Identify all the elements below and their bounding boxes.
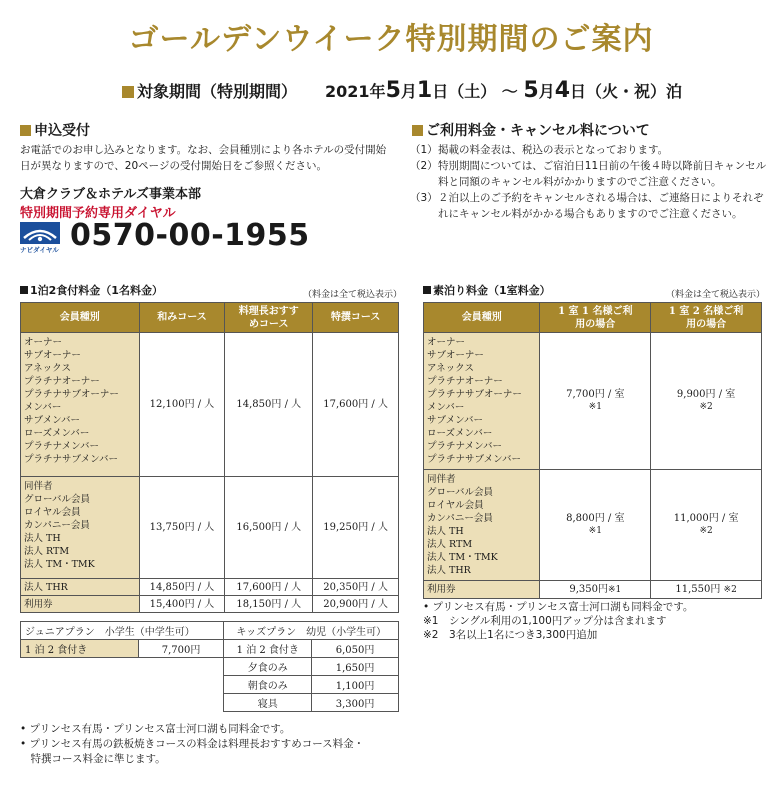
fee-note-num: （2） xyxy=(410,160,438,172)
kids-plan-price: 1,100円 xyxy=(312,676,399,694)
member-type: メンバー xyxy=(24,402,62,413)
fee-note xyxy=(410,158,770,190)
junior-plan-header: ジュニアプラン 小学生（中学生可） xyxy=(21,622,224,640)
meal-table-caption-text: 1泊2食付料金（1名料金） xyxy=(30,284,163,297)
bottom-note: • プリンセス有馬の鉄板焼きコースの料金は料理長おすすめコース料金・ xyxy=(20,738,365,750)
member-list xyxy=(424,470,540,581)
member-type: オーナー xyxy=(427,337,466,348)
kids-plan-item: 寝具 xyxy=(224,694,312,712)
price-cell xyxy=(651,581,762,599)
fees-heading-text: ご利用料金・キャンセル料について xyxy=(426,123,650,139)
member-type: プラチナサブメンバー xyxy=(24,454,118,465)
price-cell: 18,150円 / 人 xyxy=(225,596,313,613)
kids-plan-item: 1 泊 2 食付き xyxy=(224,640,312,658)
junior-plan-item: 1 泊 2 食付き xyxy=(21,640,139,658)
member-type: 法人 TH xyxy=(427,526,464,537)
room-header-single-text: 1 室 1 名様ご利用の場合 xyxy=(558,305,633,330)
kids-plan-item: 夕食のみ xyxy=(224,658,312,676)
member-type: 同伴者 xyxy=(427,474,456,485)
member-type: 法人 THR xyxy=(21,579,140,596)
price-cell: 14,850円 / 人 xyxy=(225,333,313,477)
table-row xyxy=(21,694,399,712)
price-cell: 12,100円 / 人 xyxy=(139,333,225,477)
fee-note-num: （3） xyxy=(410,192,438,204)
member-type: サブオーナー xyxy=(24,350,81,361)
table-row xyxy=(21,579,399,596)
member-type: 利用券 xyxy=(21,596,140,613)
member-type: 法人 TH xyxy=(24,533,61,544)
room-note: ※2 3名以上1名につき3,300円追加 xyxy=(423,629,598,641)
kids-plan-price: 1,650円 xyxy=(312,658,399,676)
square-bullet-icon xyxy=(122,86,134,98)
member-list xyxy=(21,477,140,579)
period-year: 2021年 xyxy=(325,82,386,101)
fees-notes xyxy=(410,142,770,222)
member-type: 法人 THR xyxy=(427,565,471,576)
meal-header-chef-text: 料理長おすすめコース xyxy=(238,305,299,330)
fee-note-text: 掲載の料金表は、税込の表示となっております。 xyxy=(438,144,669,156)
period-month-unit: 月 xyxy=(400,82,417,101)
price-cell xyxy=(540,470,651,581)
room-note: • プリンセス有馬・プリンセス富士河口湖も同料金です。 xyxy=(423,601,694,613)
meal-price-table xyxy=(20,302,399,613)
period-start-month: 5 xyxy=(385,78,401,103)
member-type: 同伴者 xyxy=(24,481,53,492)
member-type: 法人 RTM xyxy=(24,546,70,557)
meal-header-tokusen: 特撰コース xyxy=(313,303,399,333)
table-row xyxy=(424,581,762,599)
price-cell: 17,600円 / 人 xyxy=(225,579,313,596)
member-type: グローバル会員 xyxy=(24,494,91,505)
kids-plan-item: 朝食のみ xyxy=(224,676,312,694)
member-type: メンバー xyxy=(427,402,465,413)
member-type: ローズメンバー xyxy=(427,428,493,439)
bottom-note: • プリンセス有馬・プリンセス富士河口湖も同料金です。 xyxy=(20,723,291,735)
price-cell: 15,400円 / 人 xyxy=(139,596,225,613)
member-type: サブメンバー xyxy=(427,415,483,426)
member-type: アネックス xyxy=(427,363,475,374)
price-text: 9,900円 / 室 xyxy=(676,389,736,400)
meal-header-chef xyxy=(225,303,313,333)
price-cell xyxy=(540,581,651,599)
plans-table xyxy=(20,621,399,712)
bottom-notes xyxy=(20,722,420,767)
meal-header-nagomi: 和みコース xyxy=(139,303,225,333)
price-cell xyxy=(651,470,762,581)
table-row xyxy=(21,676,399,694)
bottom-note: 特撰コース料金に準じます。 xyxy=(20,753,166,765)
member-type: ロイヤル会員 xyxy=(24,507,81,518)
square-bullet-icon xyxy=(412,125,423,136)
member-type: カンパニー会員 xyxy=(427,513,493,524)
member-type: グローバル会員 xyxy=(427,487,494,498)
meal-table-aside: （料金は全て税込表示） xyxy=(303,290,403,300)
target-period xyxy=(122,78,682,103)
member-type: 法人 TM・TMK xyxy=(24,559,95,570)
period-month-unit-2: 月 xyxy=(538,82,555,101)
period-tilde: ～ xyxy=(501,82,518,101)
page-title: ゴールデンウイーク特別期間のご案内 xyxy=(128,22,654,57)
dial-label: 特別期間予約専用ダイヤル xyxy=(20,206,176,221)
square-bullet-icon xyxy=(20,286,28,294)
price-mark: ※2 xyxy=(699,526,713,536)
price-text: 7,700円 / 室 xyxy=(566,389,625,400)
price-cell: 17,600円 / 人 xyxy=(313,333,399,477)
price-cell: 20,350円 / 人 xyxy=(313,579,399,596)
member-type: 法人 RTM xyxy=(427,539,473,550)
price-cell: 20,900円 / 人 xyxy=(313,596,399,613)
price-cell: 19,250円 / 人 xyxy=(313,477,399,579)
member-type: サブメンバー xyxy=(24,415,80,426)
period-label: 対象期間（特別期間） xyxy=(137,82,298,101)
navi-dial-icon xyxy=(20,222,60,254)
price-mark: ※2 xyxy=(723,584,737,595)
price-mark: ※2 xyxy=(699,402,713,412)
period-start-suffix: 日（土） xyxy=(432,82,497,101)
price-cell: 13,750円 / 人 xyxy=(139,477,225,579)
fee-note xyxy=(410,190,770,222)
price-mark: ※1 xyxy=(607,584,622,595)
price-text: 8,800円 / 室 xyxy=(566,513,625,524)
member-type: カンパニー会員 xyxy=(24,520,90,531)
table-row xyxy=(21,658,399,676)
member-list xyxy=(21,333,140,477)
fees-heading xyxy=(412,120,650,140)
room-table-caption-text: 素泊り料金（1室料金） xyxy=(433,284,551,297)
period-start-day: 1 xyxy=(416,78,433,103)
member-type: 法人 TM・TMK xyxy=(427,552,498,563)
fee-note-num: （1） xyxy=(410,144,438,156)
table-row xyxy=(21,596,399,613)
table-row xyxy=(424,470,762,581)
square-bullet-icon xyxy=(20,125,31,136)
phone-number[interactable]: 0570-00-1955 xyxy=(70,218,310,253)
price-text: 11,550円 xyxy=(675,583,721,595)
member-type: ロイヤル会員 xyxy=(427,500,484,511)
member-type: サブオーナー xyxy=(427,350,484,361)
meal-header-member-type: 会員種別 xyxy=(21,303,140,333)
room-header-double-text: 1 室 2 名様ご利用の場合 xyxy=(668,305,744,330)
room-header-double xyxy=(651,303,762,333)
fee-note-text: ２泊以上のご予約をキャンセルされる場合は、ご連絡日によりそれぞれにキャンセル料がかかる場合もありますのでご注意ください。 xyxy=(438,192,764,220)
member-type: 利用券 xyxy=(424,581,540,599)
period-end-suffix: 日（火・祝）泊 xyxy=(570,82,683,101)
meal-table-caption xyxy=(20,282,163,298)
fee-note xyxy=(410,142,770,158)
department-name: 大倉クラブ＆ホテルズ事業本部 xyxy=(20,187,201,202)
price-cell xyxy=(540,333,651,470)
member-type: ローズメンバー xyxy=(24,428,90,439)
room-table-caption xyxy=(423,282,551,298)
junior-plan-price: 7,700円 xyxy=(138,640,224,658)
member-type: プラチナサブオーナー xyxy=(427,389,522,400)
room-table-aside: （料金は全て税込表示） xyxy=(666,290,766,300)
square-bullet-icon xyxy=(423,286,431,294)
period-end-month: 5 xyxy=(523,78,539,103)
price-text: 9,350円 xyxy=(569,583,608,595)
member-type: オーナー xyxy=(24,337,63,348)
price-mark: ※1 xyxy=(588,402,602,412)
price-cell: 14,850円 / 人 xyxy=(139,579,225,596)
member-type: アネックス xyxy=(24,363,72,374)
member-type: プラチナオーナー xyxy=(24,376,100,387)
kids-plan-header: キッズプラン 幼児（小学生可） xyxy=(224,622,399,640)
kids-plan-price: 6,050円 xyxy=(312,640,399,658)
table-row xyxy=(21,640,399,658)
member-type: プラチナメンバー xyxy=(427,441,502,452)
fee-note-text: 特別期間については、ご宿泊日11日前の午後４時以降前日キャンセル料と同額のキャンセル料がかかりますのでご注意ください。 xyxy=(438,160,767,188)
room-header-single xyxy=(540,303,651,333)
navi-dial-text: ナビダイヤル xyxy=(20,246,59,254)
price-cell: 16,500円 / 人 xyxy=(225,477,313,579)
room-note: ※1 シングル利用の1,100円アップ分は含まれます xyxy=(423,615,667,627)
table-row xyxy=(21,477,399,579)
member-type: プラチナサブメンバー xyxy=(427,454,521,465)
application-heading xyxy=(20,120,90,140)
application-text: お電話でのお申し込みとなります。なお、会員種別により各ホテルの受付開始日が異なりますので、20ページの受付開始日をご参照ください。 xyxy=(20,144,387,172)
price-mark: ※1 xyxy=(588,526,602,536)
price-text: 11,000円 / 室 xyxy=(673,513,739,524)
table-row xyxy=(424,333,762,470)
room-price-table xyxy=(423,302,762,599)
price-cell xyxy=(651,333,762,470)
table-row xyxy=(21,333,399,477)
room-header-member-type: 会員種別 xyxy=(424,303,540,333)
member-type: プラチナオーナー xyxy=(427,376,503,387)
table-row xyxy=(21,622,399,640)
member-list xyxy=(424,333,540,470)
kids-plan-price: 3,300円 xyxy=(312,694,399,712)
member-type: プラチナメンバー xyxy=(24,441,99,452)
navi-dial-logo xyxy=(20,222,60,254)
member-type: プラチナサブオーナー xyxy=(24,389,119,400)
room-table-notes xyxy=(423,600,763,642)
period-end-day: 4 xyxy=(554,78,571,103)
application-heading-text: 申込受付 xyxy=(34,123,90,139)
